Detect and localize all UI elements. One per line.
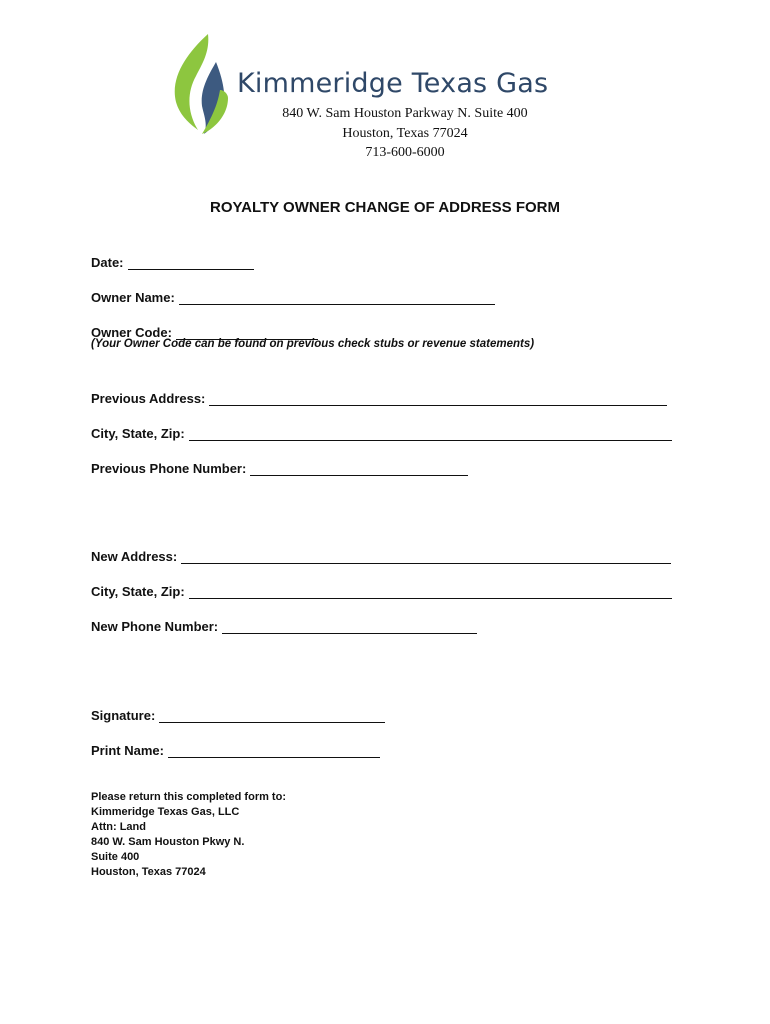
flame-logo-icon bbox=[168, 32, 232, 136]
new-address-input-line[interactable] bbox=[181, 548, 671, 564]
previous-address-label: Previous Address: bbox=[91, 391, 206, 406]
previous-address-input-line[interactable] bbox=[209, 390, 667, 406]
owner-code-label: Owner Code: bbox=[91, 325, 172, 340]
owner-code-note: (Your Owner Code can be found on previous check stubs or revenue statements) bbox=[91, 338, 535, 350]
return-suite: Suite 400 bbox=[91, 851, 140, 863]
company-name: Kimmeridge Texas Gas bbox=[237, 68, 549, 99]
date-input-line[interactable] bbox=[128, 254, 254, 270]
print-name-input-line[interactable] bbox=[168, 742, 380, 758]
previous-phone-input-line[interactable] bbox=[250, 460, 468, 476]
new-city-state-zip-label: City, State, Zip: bbox=[91, 584, 185, 599]
return-company: Kimmeridge Texas Gas, LLC bbox=[91, 806, 240, 818]
previous-city-state-zip-input-line[interactable] bbox=[189, 425, 672, 441]
date-field[interactable] bbox=[91, 250, 254, 270]
new-city-state-zip-input-line[interactable] bbox=[189, 583, 672, 599]
return-heading: Please return this completed form to: bbox=[91, 791, 286, 803]
print-name-field[interactable] bbox=[91, 738, 380, 758]
form-title: ROYALTY OWNER CHANGE OF ADDRESS FORM bbox=[209, 199, 561, 216]
owner-name-field[interactable] bbox=[91, 285, 495, 305]
signature-field[interactable] bbox=[91, 703, 385, 723]
new-city-state-zip-field[interactable] bbox=[91, 579, 672, 599]
new-phone-field[interactable] bbox=[91, 614, 477, 634]
new-phone-input-line[interactable] bbox=[222, 618, 477, 634]
return-city: Houston, Texas 77024 bbox=[91, 866, 206, 878]
previous-city-state-zip-field[interactable] bbox=[91, 421, 672, 441]
return-instructions bbox=[91, 790, 286, 880]
signature-input-line[interactable] bbox=[159, 707, 385, 723]
new-phone-label: New Phone Number: bbox=[91, 619, 219, 634]
previous-city-state-zip-label: City, State, Zip: bbox=[91, 426, 185, 441]
signature-label: Signature: bbox=[91, 708, 156, 723]
return-street: 840 W. Sam Houston Pkwy N. bbox=[91, 836, 245, 848]
previous-address-field[interactable] bbox=[91, 386, 667, 406]
print-name-label: Print Name: bbox=[91, 743, 164, 758]
return-attn: Attn: Land bbox=[91, 821, 146, 833]
company-address bbox=[230, 104, 580, 163]
address-line-2: Houston, Texas 77024 bbox=[342, 125, 468, 141]
owner-name-input-line[interactable] bbox=[179, 289, 495, 305]
owner-name-label: Owner Name: bbox=[91, 290, 175, 305]
previous-phone-label: Previous Phone Number: bbox=[91, 461, 247, 476]
previous-phone-field[interactable] bbox=[91, 456, 468, 476]
company-phone: 713-600-6000 bbox=[365, 145, 445, 160]
new-address-label: New Address: bbox=[91, 549, 178, 564]
date-label: Date: bbox=[91, 255, 124, 270]
address-line-1: 840 W. Sam Houston Parkway N. Suite 400 bbox=[282, 106, 528, 121]
owner-code-field[interactable] bbox=[91, 320, 318, 340]
new-address-field[interactable] bbox=[91, 544, 671, 564]
